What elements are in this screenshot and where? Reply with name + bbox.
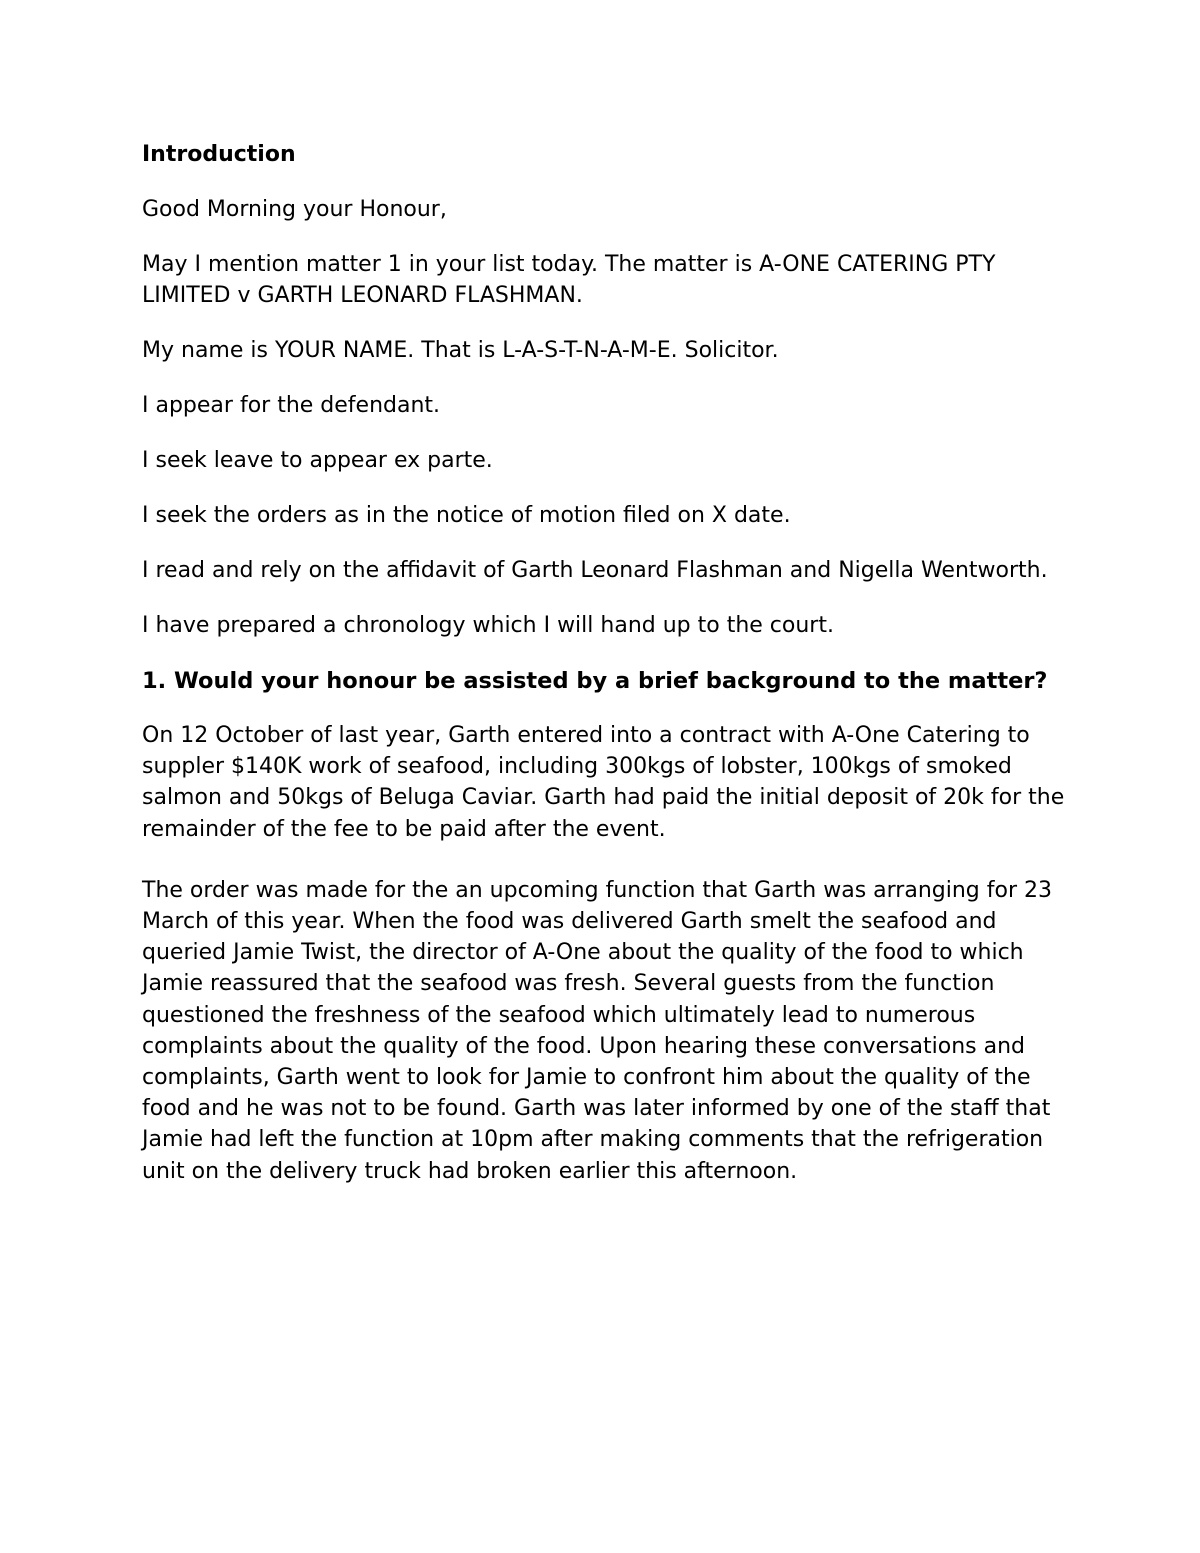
- introduction-heading: Introduction: [142, 142, 296, 167]
- affidavit-paragraph: I read and rely on the affidavit of Garth Leonard Flashman and Nigella Wentworth.: [142, 558, 1048, 583]
- contract-paragraph: On 12 October of last year, Garth entered into a contract with A-One Catering to suppler $140K work of seafood, including 300kgs of lobster, 100kgs of smoked salmon and 50kgs of Beluga Caviar. Garth had paid the initial deposit of 20k for the remainder of the fee to be paid after the event.: [142, 723, 1065, 842]
- document-body: [142, 140, 1067, 1217]
- appearance-paragraph: I appear for the defendant.: [142, 393, 441, 418]
- name-paragraph: My name is YOUR NAME. That is L-A-S-T-N-A-M-E. Solicitor.: [142, 338, 779, 363]
- matter-mention-paragraph: May I mention matter 1 in your list today. The matter is A-ONE CATERING PTY LIMITED v GARTH LEONARD FLASHMAN.: [142, 252, 996, 308]
- greeting-paragraph: Good Morning your Honour,: [142, 197, 447, 222]
- leave-paragraph: I seek leave to appear ex parte.: [142, 448, 493, 473]
- chronology-paragraph: I have prepared a chronology which I will hand up to the court.: [142, 613, 834, 638]
- function-paragraph: The order was made for the an upcoming function that Garth was arranging for 23 March of this year. When the food was delivered Garth smelt the seafood and queried Jamie Twist, the director of A-One about the quality of the food to which Jamie reassured that the seafood was fresh. Several guests from the function questioned the freshness of the seafood which ultimately lead to numerous complaints about the quality of the food. Upon hearing these conversations and complaints, Garth went to look for Jamie to confront him about the quality of the food and he was not to be found. Garth was later informed by one of the staff that Jamie had left the function at 10pm after making comments that the refrigeration unit on the delivery truck had broken earlier this afternoon.: [142, 877, 1052, 1184]
- orders-paragraph: I seek the orders as in the notice of motion filed on X date.: [142, 503, 791, 528]
- background-section-heading: 1. Would your honour be assisted by a brief background to the matter?: [142, 668, 1048, 694]
